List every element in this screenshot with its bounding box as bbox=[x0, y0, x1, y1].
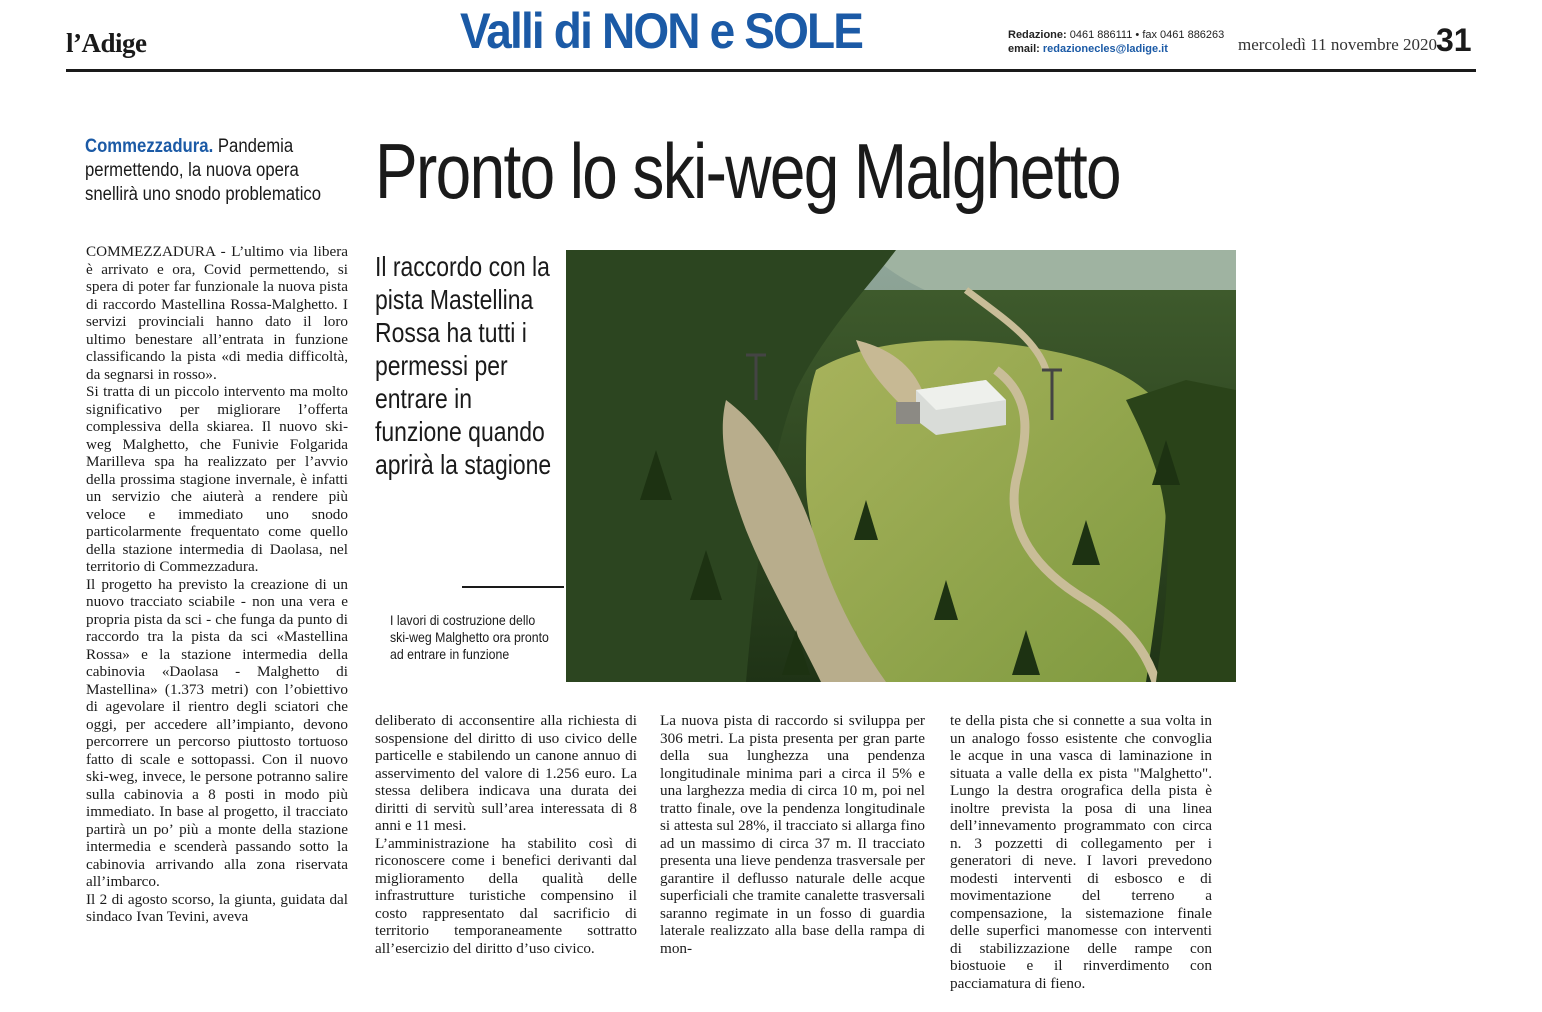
article-paragraph: L’amministrazione ha stabilito così di riconoscere come i benefici derivanti dal miglioramento della qualità delle infrastrutture turistiche compensino il costo rappresentato dal sacrificio di territorio temporaneamente sottratto all’esercizio del diritto d’uso civico. bbox=[375, 834, 637, 957]
article-paragraph: deliberato di acconsentire alla richiesta di sospensione del diritto di uso civico delle particelle e stabilendo un canone annuo di asservimento del valore di 1.256 euro. La stessa delibera indicava una durata dei diritti di servitù sull’area interessata di 8 anni e 11 mesi. bbox=[375, 712, 637, 834]
masthead-divider bbox=[66, 69, 1476, 72]
photo-caption: I lavori di costruzione dello ski-weg Malghetto ora pronto ad entrare in funzione bbox=[390, 612, 549, 662]
contact-phone-value: 0461 886111 • fax 0461 886263 bbox=[1069, 29, 1225, 41]
newspaper-logo: l’Adige bbox=[66, 28, 147, 58]
aerial-photo-illustration bbox=[566, 250, 1236, 682]
kicker-place: Commezzadura. bbox=[85, 136, 214, 157]
article-paragraph: Si tratta di un piccolo intervento ma molto significativo per migliorare l’offerta complessiva della skiarea. Il nuovo ski-weg Malghetto, che Funivie Folgarida Marilleva spa ha realizzato per l’avvio della prossima stagione invernale, è infatti un servizio che aiuterà a rendere più veloce e immediato uno snodo particolarmente frequentato come quello della stazione intermedia di Daolasa, nel territorio di Commezzadura. bbox=[86, 383, 348, 575]
article-column-3 bbox=[660, 712, 925, 957]
article-column-1 bbox=[86, 243, 348, 926]
article-column-4 bbox=[950, 712, 1212, 992]
aerial-photo bbox=[566, 250, 1236, 682]
page-number: 31 bbox=[1436, 22, 1472, 58]
article-paragraph: La nuova pista di raccordo si sviluppa per 306 metri. La pista presenta per gran parte della sua lunghezza una pendenza longitudinale minima pari a circa il 5% e una larghezza media di circa 10 m, poi nel tratto finale, ove la pendenza longitudinale si attesta sul 28%, il tracciato si allarga fino ad un massimo di circa 37 m. Il tracciato presenta una lieve pendenza trasversale per garantire il deflusso naturale delle acque superficiali che tramite canalette trasversali saranno regimate in un fosso di guardia laterale realizzato alla base della rampa di mon- bbox=[660, 712, 926, 957]
article-paragraph: COMMEZZADURA - L’ultimo via libera è arrivato e ora, Covid permettendo, si spera di poter far funzionale la nuova pista di raccordo Mastellina Rossa-Malghetto. I servizi provinciali hanno dato il loro ultimo benestare all’entrata in funzione classificando la pista «di media difficoltà, da segnarsi in rosso». bbox=[86, 243, 348, 383]
contact-email-value: redazionecles@ladige.it bbox=[1042, 43, 1168, 55]
section-title: Valli di NON e SOLE bbox=[460, 3, 863, 59]
contact-info bbox=[1008, 28, 1224, 56]
article-headline: Pronto lo ski-weg Malghetto bbox=[375, 127, 1120, 215]
kicker-text: Pandemia permettendo, la nuova opera snellirà uno snodo problematico bbox=[85, 136, 322, 205]
pull-quote: Il raccordo con la pista Mastellina Rossa ha tutti i permessi per entrare in funzione quando aprirà la stagione bbox=[375, 251, 552, 480]
article-paragraph: Il 2 di agosto scorso, la giunta, guidata dal sindaco Ivan Tevini, aveva bbox=[86, 890, 348, 925]
article-paragraph: Il progetto ha previsto la creazione di un nuovo tracciato sciabile - non una vera e propria pista da sci - che funga da punto di raccordo tra la pista da sci «Mastellina Rossa» e la stazione intermedia della cabinovia «Daolasa - Malghetto di Mastellina» (1.373 metri) con l’obiettivo di agevolare il rientro degli sciatori che oggi, per accedere all’impianto, devono percorrere un percorso piuttosto tortuoso fatto di scale e sottopassi. Con il nuovo ski-weg, invece, le persone potranno salire sulla cabinovia a 8 posti in modo più immediato. In base al progetto, il tracciato partirà un po’ più a monte della stazione intermedia e scenderà passando sotto la cabinovia arrivando alla zona riservata all’imbarco. bbox=[86, 575, 348, 890]
caption-pointer-line bbox=[462, 586, 564, 588]
article-paragraph: te della pista che si connette a sua volta in un analogo fosso esistente che convoglia le acque in una vasca di laminazione in situata a valle della ex pista "Malghetto". Lungo la destra orografica della pista è inoltre prevista la posa di una linea dell’innevamento programmato con circa n. 3 pozzetti di collegamento per i generatori di neve. I lavori prevedono modesti interventi di esbosco e di movimentazione del terreno a compensazione, la sistemazione finale delle superfici manomesse con interventi di stabilizzazione delle rampe con biostuoie e il rinverdimento con pacciamatura di fieno. bbox=[950, 712, 1212, 992]
issue-date: mercoledì 11 novembre 2020 bbox=[1238, 35, 1438, 54]
article-kicker bbox=[85, 135, 349, 207]
article-column-2 bbox=[375, 712, 637, 957]
contact-phone-label: Redazione: bbox=[1008, 29, 1067, 41]
contact-email-label: email: bbox=[1008, 43, 1040, 55]
